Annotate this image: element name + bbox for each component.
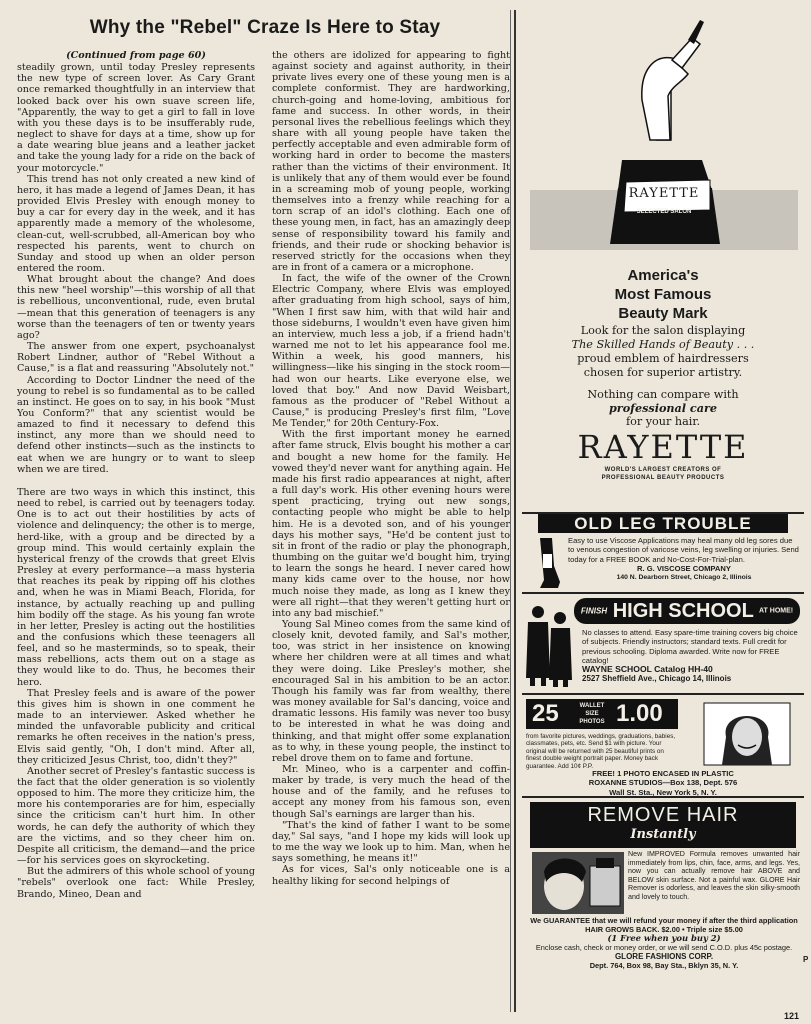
paragraph: But the admirers of this whole school of young "rebels" overlook one fact: While Presley, Brando, Mineo, Dean and	[17, 866, 255, 900]
paragraph: According to Doctor Lindner the need of the young to rebel is so fundamental as to be called an instinct. He goes on to say, in his book "Must You Conform?" that any scientist would be amazed to find it necessary to defend this instinct, any more than we should need to defend other instincts—such as the instincts to eat when we are hungry or to want to sleep when we are tired.	[17, 374, 255, 475]
body-line: proud emblem of hairdressers	[577, 352, 749, 365]
ad-body: No classes to attend. Easy spare-time training covers big choice of subjects. Friendly instructors; standard texts. Full credit for previous schooling. Diploma awarded. Write now for FREE catalog!	[582, 628, 798, 665]
ad-address: 140 N. Dearborn Street, Chicago 2, Illinois	[616, 574, 752, 582]
remove-hair-ad	[522, 796, 804, 1006]
headline-line: Most Famous	[614, 286, 712, 303]
page-number: 121	[784, 1011, 800, 1021]
paragraph: That Presley feels and is aware of the power this gives him is shown in one comment he made to an interviewer. Asked whether he minded the unfavorable publicity and critical remarks he often receives in the nation's press, Elvis said gently, "Oh, I don't mind. After all, they criticized Jesus Christ, too, didn't they?"	[17, 687, 255, 766]
finish-label: FINISH	[580, 606, 608, 616]
ad-text	[582, 628, 802, 684]
paragraph: As for vices, Sal's only noticeable one is a healthy liking for second helpings of	[272, 864, 510, 887]
size-labels	[574, 702, 610, 726]
body-line: The Skilled Hands of Beauty . . .	[571, 338, 755, 351]
ad-title	[574, 598, 800, 624]
woman-face-icon	[532, 852, 624, 914]
graduates-icon	[524, 598, 574, 688]
ad-guarantee: We GUARANTEE that we will refund your money if after the third application HAIR GROWS BACK. $2.00 • Triple size $5.00	[530, 916, 798, 934]
wallet-label: WALLET	[579, 703, 605, 709]
rayette-ad	[522, 10, 804, 505]
photo-count: 25	[532, 700, 559, 727]
ad-company: GLORE FASHIONS CORP.	[614, 952, 714, 961]
price-value: 1.00	[616, 700, 663, 727]
ad-free-offer: FREE! 1 PHOTO ENCASED IN PLASTIC	[592, 769, 734, 778]
leg-icon	[532, 536, 564, 590]
ad-footer	[526, 769, 800, 797]
hand-holding-comb-icon	[522, 10, 804, 260]
ad-title-banner	[530, 802, 796, 848]
ad-text	[568, 536, 800, 582]
article-title: Why the "Rebel" Craze Is Here to Stay	[89, 17, 441, 38]
body-line: chosen for superior artistry.	[583, 366, 743, 379]
brand-tagline	[522, 466, 804, 482]
paragraph: What brought about the change? And does this new "heel worship"—this worship of all that is rebellious, unconventional, rude, even brutal—mean that this generation of teenagers is any worse than the teenagers of ten or twenty years ago?	[17, 274, 255, 341]
ad-subtitle: Instantly	[630, 827, 696, 842]
ad-title: OLD LEG TROUBLE	[538, 514, 788, 533]
tagline-line: WORLD'S LARGEST CREATORS OF	[604, 467, 722, 473]
ad-title: REMOVE HAIR	[587, 804, 739, 826]
paragraph: With the first important money he earned after fame struck, Elvis bought his mother a car and bought a new home for the family. He vowed they'd never want for anything again. He made his first radio appearances at night, after a full day's work. His other evening hours were spent practicing, trying out new songs, contacting people who might be able to help him. He is a devoted son, and of his younger days his mother says, "He'd be content just to sit in front of the radio or play the phonograph, thumbing on the guitar we'd bought him, trying to learn the songs he heard. I never cared how many kids came over to the house, nor how much noise they made, as long as I knew they were all right—that they weren't getting hurt or into any bad mischief."	[272, 429, 510, 619]
ad-body: from favorite pictures, weddings, graduations, babies, classmates, pets, etc. Send $1 with picture. Your original will be returned with 25 beautiful prints on finest double weight portrait paper. Money back guarantee. Add 10¢ P.P.	[526, 733, 676, 770]
paragraph: This trend has not only created a new kind of hero, it has made a legend of James Dean, it has provided Elvis Presley with enough money to buy a car for every day in the week, and it has apparently made a memory of the wholesome, clean-cut, well-scrubbed, all-American boy who respected his parents, went to church on Sunday and stood up when an older person entered the room.	[17, 173, 255, 274]
continued-note: (Continued from page 60)	[66, 50, 206, 61]
article-column-2	[272, 50, 510, 1010]
wallet-photos-ad	[522, 693, 804, 797]
slogan-line: professional care	[608, 400, 718, 415]
ad-body: Easy to use Viscose Applications may heal many old leg sores due to venous congestion of varicose veins, leg swelling or injuries. Send today for a FREE BOOK and No-Cost-For-Trial-plan.	[568, 536, 799, 564]
portrait-photo-icon	[698, 701, 796, 767]
slogan-line: for your hair.	[625, 415, 701, 428]
ad-footer	[526, 916, 802, 970]
ad-address: 2527 Sheffield Ave., Chicago 14, Illinois	[582, 674, 732, 684]
ad-company: ROXANNE STUDIOS—Box 138, Dept. 576	[588, 778, 738, 788]
ad-slogan	[522, 388, 804, 429]
ad-company: WAYNE SCHOOL Catalog HH-40	[582, 664, 713, 675]
ad-enclose: Enclose cash, check or money order, or we will send C.O.D. plus 45c postage.	[535, 943, 793, 952]
ad-address: Wall St. Sta., New York 5, N. Y.	[609, 787, 717, 797]
slogan-line: Nothing can compare with	[587, 388, 739, 401]
article-column-1	[17, 50, 255, 1010]
ad-address: Dept. 764, Box 98, Bay Sta., Bklyn 35, N. Y.	[589, 961, 739, 970]
margin-mark: P	[803, 955, 809, 964]
section-gap	[17, 475, 255, 487]
column-rule	[514, 10, 516, 1012]
ad-body	[522, 324, 804, 380]
paragraph: Young Sal Mineo comes from the same kind of closely knit, devoted family, and Sal's mother, too, was strict in her insistence on knowing where her children were at all times and what they were doing. Like Presley's mother, she encouraged Sal in his ambition to be an actor. Though his family was far from wealthy, there was money available for Sal's dancing, voice and dramatic lessons. His family was never too busy to be interested in what he was doing and thinking, and that might offer some explanation as to why, in these young people, the instinct to rebel drove them on to fame and fortune.	[272, 618, 510, 764]
paragraph: Mr. Mineo, who is a carpenter and coffin-maker by trade, is very much the head of the house and of the family, and he refuses to accept any money from his famous son, even though Sal's earnings are larger than his.	[272, 764, 510, 820]
selected-salon-box	[628, 186, 700, 215]
headline-line: America's	[627, 267, 699, 284]
brand-name: RAYETTE	[577, 428, 749, 466]
ad-body: New IMPROVED Formula removes unwanted hair immediately from lips, chin, face, arms, and legs. Yes, now you can actually remove hair ABOVE and BELOW skin surface. Not a painful wax. GLORE Hair Remover is odorless, and leaves the skin silky-smooth and lovely to touch.	[628, 850, 800, 901]
high-school-ad	[522, 592, 804, 692]
ad-company: R. G. VISCOSE COMPANY	[637, 563, 731, 573]
tagline-line: PROFESSIONAL BEAUTY PRODUCTS	[601, 475, 725, 481]
title-label: HIGH SCHOOL	[612, 600, 754, 622]
paragraph: Another secret of Presley's fantastic success is the fact that the older generation is so violently opposed to him. The more they criticize him, the more his contemporaries are for him, especially since the criticism can't hurt him. In other words, he can defy the authority of which they are the victims, and so they cheer him on. Despite all criticism, the demand—and the price—for his services goes on skyrocketing.	[17, 765, 255, 867]
paragraph: The answer from one expert, psychoanalyst Robert Lindner, author of "Rebel Without a Cause," is a flat and reassuring "Absolutely not."	[17, 341, 255, 375]
photos-label: PHOTOS	[579, 719, 605, 725]
ad-headline	[522, 266, 804, 323]
body-line: Look for the salon displaying	[580, 324, 746, 337]
at-home-label: AT HOME!	[759, 607, 794, 615]
box-sub: SELECTED SALON	[636, 209, 692, 215]
paragraph: the others are idolized for appearing to fight against society and against authority, in their private lives every one of these young men is a complete conformist. They are hardworking, church-going and home-loving, ambitious for fame and success. In other words, in their personal lives the rebellious feelings which they share with all young people have taken the perfectly acceptable and even admirable form of working hard in order to become the masters rather than the victims of their environment. It is unlikely that any of them would ever be found in a screaming mob of young people, working themselves into a frenzy while reaching for a torn scrap of an idol's clothing. Each one of these young men, in fact, has an amazingly deep sense of responsibility toward his family and friends, and their rude or shocking behavior is reserved strictly for the occasions when they are in front of a camera or a microphone.	[272, 50, 510, 273]
paragraph: steadily grown, until today Presley represents the new type of screen lover. As Cary Grant once remarked thoughtfully in an interview that looked back over his own suave screen life, "Apparently, the way to get a girl to fall in love with you these days is to be insufferably rude, neglect to shave for days at a time, show up for a date wearing blue jeans and a leather jacket and take the young lady for a ride on the back of your motorcycle."	[17, 62, 255, 174]
box-brand: RAYETTE	[628, 186, 700, 201]
price-banner	[526, 699, 678, 729]
paragraph: There are two ways in which this instinct, this need to rebel, is carried out by teenagers today. One is to act out their hostilities by acts of violence and delinquency; the other is to merge, herd-like, with a group and be directed by a group mind. This would certainly explain the hysterical frenzy of the crowds that greet Elvis Presley at every performance—a mass hysteria that reaches its peak by ripping off his clothes and, when he was in Miami Beach, Florida, for instance, by actually reaching up and pulling him bodily off the stage. As his young fan wrote in her letter, Presley is acting out the hostilities and the confusions which these teenagers all feel, and so he masterminds, so to speak, their mass rebellions, acts them out on a stage as they would like to do. Thus, he becomes their hero.	[17, 486, 255, 688]
size-label: SIZE	[585, 711, 599, 717]
headline-line: Beauty Mark	[618, 305, 708, 322]
ad-free-offer: (1 Free when you buy 2)	[607, 933, 721, 943]
leg-trouble-ad	[522, 512, 804, 592]
column-rule	[510, 10, 511, 1012]
paragraph: "That's the kind of father I want to be some day," Sal says, "and I hope my kids will look up to me the way we look up to him. Man, when he says something, he means it!"	[272, 819, 510, 865]
paragraph: In fact, the wife of the owner of the Crown Electric Company, where Elvis was employed after graduating from high school, says of him, "When I first saw him, with that wild hair and those sideburns, I wouldn't even have given him an interview, much less a job, if a friend hadn't warned me not to let his appearance fool me. Within a week, his good manners, his willingness—like his singing in the stock room—had won our hearts. Like everyone else, we loved that boy." And now David Weisbart, famous as the producer of "Rebel Without a Cause," is producing Presley's first film, "Love Me Tender," for 20th Century-Fox.	[272, 273, 510, 430]
